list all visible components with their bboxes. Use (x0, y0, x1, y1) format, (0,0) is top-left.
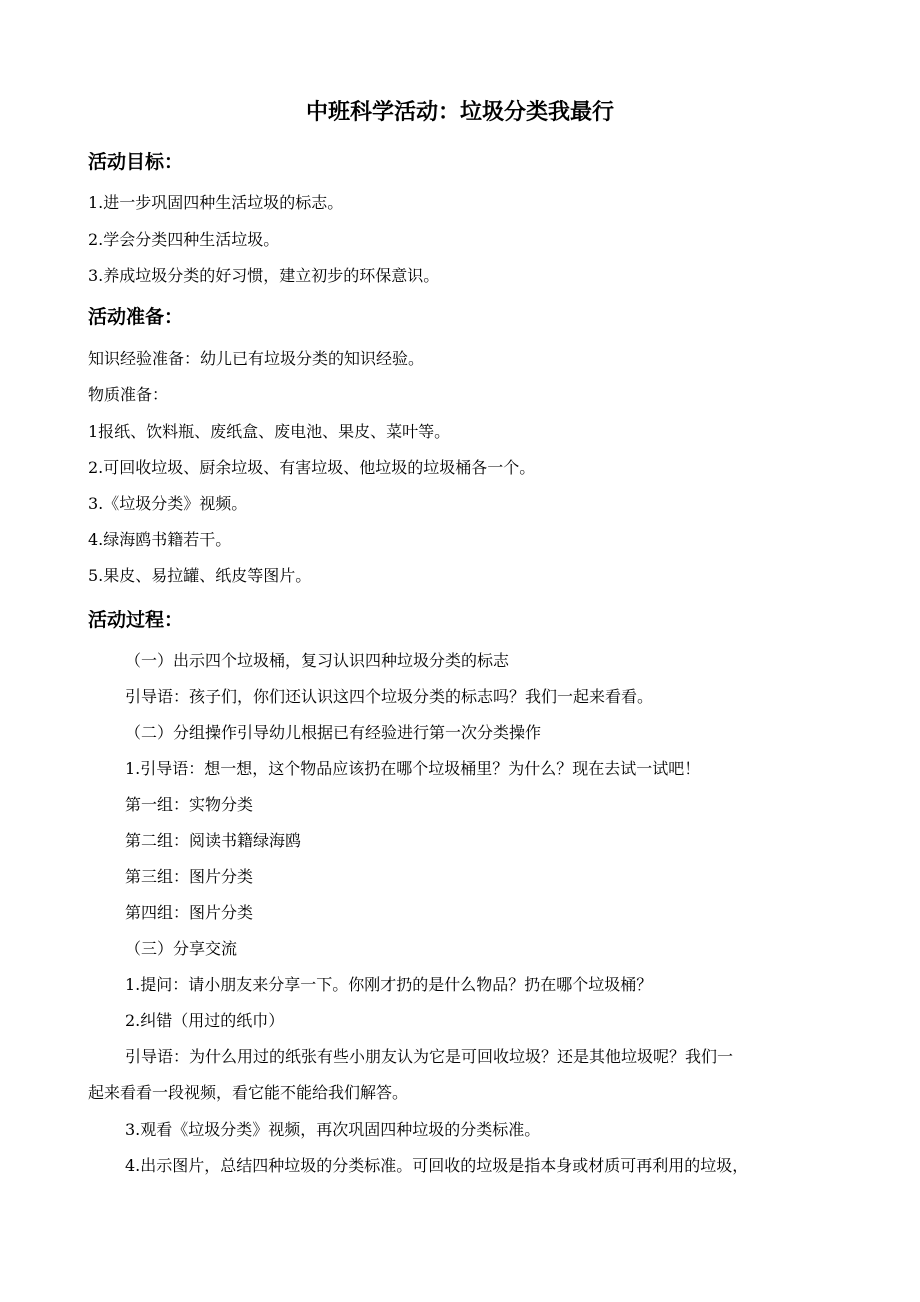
prep-line-1: 知识经验准备：幼儿已有垃圾分类的知识经验。 (88, 349, 425, 368)
process-line-9: （三）分享交流 (125, 939, 238, 958)
prep-line-3: 1报纸、饮料瓶、废纸盒、废电池、果皮、菜叶等。 (88, 422, 451, 441)
goal-item-1: 1.进一步巩固四种生活垃圾的标志。 (88, 193, 344, 212)
process-line-2: 引导语：孩子们，你们还认识这四个垃圾分类的标志吗？我们一起来看看。 (125, 687, 654, 706)
prep-line-2: 物质准备： (88, 385, 169, 404)
process-line-14: 3.观看《垃圾分类》视频，再次巩固四种垃圾的分类标准。 (125, 1120, 541, 1139)
prep-line-4: 2.可回收垃圾、厨余垃圾、有害垃圾、他垃圾的垃圾桶各一个。 (88, 458, 536, 477)
process-line-13: 起来看看一段视频，看它能不能给我们解答。 (88, 1083, 409, 1102)
goal-item-3: 3.养成垃圾分类的好习惯，建立初步的环保意识。 (88, 266, 440, 285)
process-line-5: 第一组：实物分类 (125, 795, 254, 814)
process-line-12: 引导语：为什么用过的纸张有些小朋友认为它是可回收垃圾？还是其他垃圾呢？我们一 (125, 1047, 734, 1066)
section-heading-goals: 活动目标： (88, 151, 184, 173)
process-line-10: 1.提问：请小朋友来分享一下。你刚才扔的是什么物品？扔在哪个垃圾桶？ (125, 975, 653, 994)
process-line-11: 2.纠错（用过的纸巾） (125, 1011, 285, 1030)
process-line-3: （二）分组操作引导幼儿根据已有经验进行第一次分类操作 (125, 723, 542, 742)
goal-item-2: 2.学会分类四种生活垃圾。 (88, 230, 280, 249)
process-line-6: 第二组：阅读书籍绿海鸥 (125, 831, 302, 850)
process-line-7: 第三组：图片分类 (125, 867, 254, 886)
prep-line-6: 4.绿海鸥书籍若干。 (88, 530, 232, 549)
prep-line-7: 5.果皮、易拉罐、纸皮等图片。 (88, 566, 312, 585)
section-heading-prep: 活动准备： (88, 306, 184, 328)
process-line-15: 4.出示图片，总结四种垃圾的分类标准。可回收的垃圾是指本身或材质可再利用的垃圾， (125, 1156, 749, 1175)
section-heading-process: 活动过程： (88, 609, 184, 631)
process-line-8: 第四组：图片分类 (125, 903, 254, 922)
prep-line-5: 3.《垃圾分类》视频。 (88, 494, 248, 513)
process-line-1: （一）出示四个垃圾桶，复习认识四种垃圾分类的标志 (125, 651, 510, 670)
process-line-4: 1.引导语：想一想，这个物品应该扔在哪个垃圾桶里？为什么？现在去试一试吧！ (125, 759, 701, 778)
document-title: 中班科学活动：垃圾分类我最行 (305, 100, 614, 125)
